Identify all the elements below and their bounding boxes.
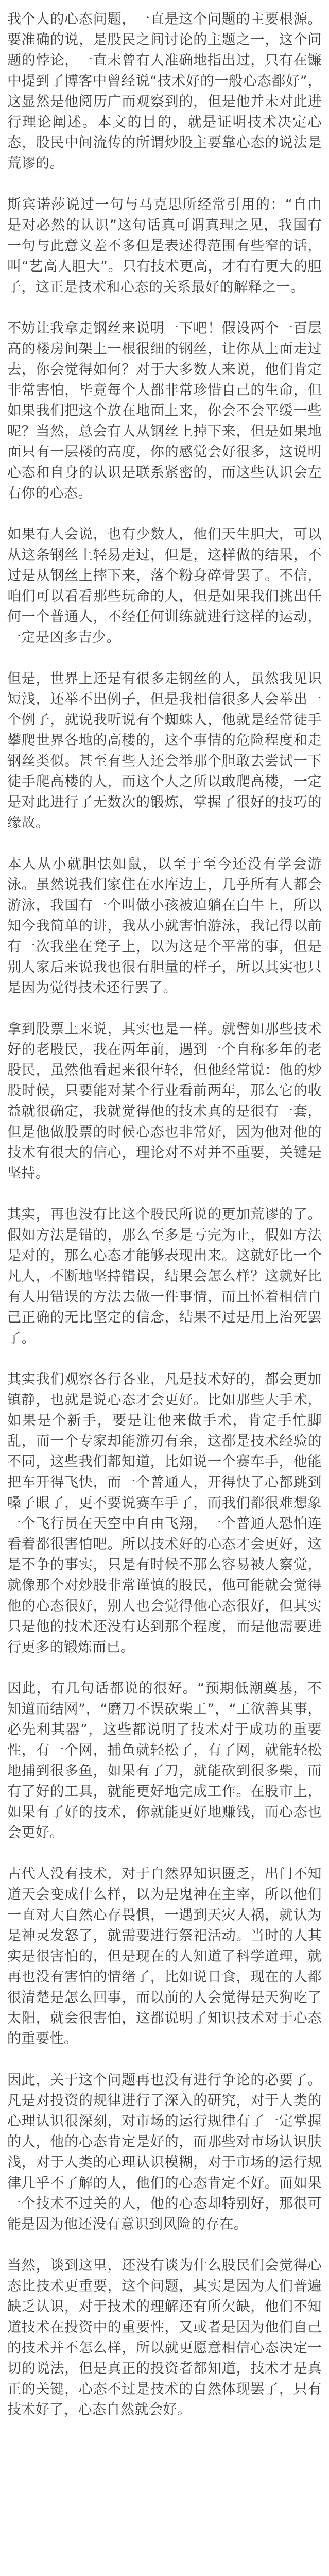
- paragraph-2: 斯宾诺莎说过一句与马克思所经常引用的：“自由是对必然的认识”这句话真可谓真理之见，我国有一句与此意义差不多但是表述得范围有些窄的话，叫“艺高人胆大”。只有技术更高，才有有更大的胆子，这正是技术和心态的关系最好的解释之一。: [7, 197, 322, 295]
- paragraph-7: 拿到股票上来说，其实也是一样。就譬如那些技术好的老股民，我在两年前，遇到一个自称多年的老股民，虽然他看起来很年轻，但他经常说：他的炒股时候，只要能对某个行业看前两年，那么它的收益就很确定，我就觉得他的技术真的是很有一套，但是他做股票的时候心态也非常好，因为他对他的技术有很大的信心，理论对不对并不重要，关键是坚持。: [7, 1021, 322, 1181]
- paragraph-9: 其实我们观察各行各业，凡是技术好的，都会更加镇静，也就是说心态才会更好。比如那些大手术，如果是个新手，要是让他来做手术，肯定手忙脚乱，而一个专家却能游刃有余，这都是技术经验的不同，这些我们都知道，比如说一个赛车手，他能把车开得飞快，而一个普通人，开得快了心都跳到嗓子眼了，更不要说赛车手了，而我们都很难想象一个飞行员在天空中自由飞翔，一个普通人恐怕连看着都很害怕吧。所以技术好的心态才会更好，这是不争的事实，只是有时候不那么容易被人察觉，就像那个对炒股非常谨慎的股民，他可能就会觉得他的心态很好，别人也会觉得他心态很好，但其实只是他的技术还没有达到那个程度，而是他需要进行更多的锻炼而已。: [7, 1371, 322, 1655]
- paragraph-5: 但是，世界上还是有很多走钢丝的人，虽然我见识短浅，还举不出例子，但是我相信很多人会举出一个例子，就说我听说有个蜘蛛人，他就是经常徒手攀爬世界各地的高楼的，这个事情的危险程度和走钢丝类似。甚至有些人还会举那个胆敢去尝试一下徒手爬高楼的人，而这个人之所以敢爬高楼，一定是对此进行了无数次的锻炼，掌握了很好的技巧的缘故。: [7, 671, 322, 831]
- paragraph-10: 因此，有几句话都说的很好。“预期低潮奠基，不知道而结网”，“磨刀不误砍柴工”，“工欲善其事，必先利其器”，这些都说明了技术对于成功的重要性，有一个网，捕鱼就轻松了，有了网，就能轻松地捕到很多鱼，如果有了刀，就能砍到很多柴，而有了好的工具，就能更好地完成工作。在股市上，如果有了好的技术，你就能更好地赚钱，而心态也会更好。: [7, 1681, 322, 1841]
- paragraph-13: 当然，谈到这里，还没有谈为什么股民们会觉得心态比技术更重要，这个问题，其实是因为人们普遍缺乏认识，对于技术的理解还有所欠缺，他们不知道技术在投资中的重要性，又或者是因为他们自己的技术并不怎么样，所以就更愿意相信心态决定一切的说法，但是真正的投资者都知道，技术才是真正的关键，心态不过是技术的自然体现罢了，只有技术好了，心态自然就会好。: [7, 2258, 322, 2418]
- paragraph-1: 我个人的心态问题，一直是这个问题的主要根源。要准确的说，是股民之间讨论的主题之一，这个问题的悖论，一直未曾有人准确地指出过，只有在镰中提到了博客中曾经说“技术好的一般心态都好”，这显然是他阅历广而观察到的，但是他并未对此进行理论阐述。本文的目的，就是证明技术决定心态，股民中间流传的所谓炒股主要靠心态的说法是荒谬的。: [7, 11, 322, 172]
- paragraph-12: 因此，关于这个问题再也没有进行争论的必要了。凡是对投资的规律进行了深入的研究，对于人类的心理认识很深刻，对市场的运行规律有了一定掌握的人，他的心态肯定是好的，而那些对市场认识肤浅，对于人类的心理认识模糊，对于市场的运行规律几乎不了解的人，他们的心态肯定不好。而如果一个技术不过关的人，他的心态却特别好，那很可能是因为他还没有意识到风险的存在。: [7, 2072, 322, 2232]
- paragraph-4: 如果有人会说，也有少数人，他们天生胆大，可以从这条钢丝上轻易走过，但是，这样做的结果，不过是从钢丝上摔下来，落个粉身碎骨罢了。不信，咱们可以看看那些玩命的人，但是如果我们挑出任何一个普通人，不经任何训练就进行这样的运动，一定是凶多吉少。: [7, 527, 322, 646]
- paragraph-8: 其实，再也没有比这个股民所说的更加荒谬的了。假如方法是错的，那么至多是亏完为止，假如方法是对的，那么心态才能够表现出来。这就好比一个凡人，不断地坚持错误，结果会怎么样？这就好比有人用错误的方法去做一件事情，而且怀着相信自己正确的无比坚定的信念，结果不过是用上治死罢了。: [7, 1207, 322, 1346]
- paragraph-3: 不妨让我拿走钢丝来说明一下吧！假设两个一百层高的楼房间架上一根很细的钢丝，让你从上面走过去，你会觉得如何？对于大多数人来说，他们肯定非常害怕，毕竟每个人都非常珍惜自己的生命，但如果我们把这个放在地面上来，你会不会平缓一些呢？当然，总会有人从钢丝上掉下来，但是如果地面只有一层楼的高度，你的感觉会好很多，这说明心态和自身的认识是联系紧密的，而这些认识会左右你的心态。: [7, 320, 322, 501]
- paragraph-11: 古代人没有技术，对于自然界知识匮乏，出门不知道天会变成什么样，以为是鬼神在主宰，所以他们一直对大自然心存畏惧，一遇到天灾人祸，就认为是神灵发怒了，就需要进行祭祀活动。当时的人其实是很害怕的，但是现在的人知道了科学道理，就再也没有害怕的情绪了，比如说日食，现在的人都很清楚是怎么回事，而以前的人会觉得是天狗吃了太阳，就会很害怕，这都说明了知识技术对于心态的重要性。: [7, 1866, 322, 2047]
- paragraph-6: 本人从小就胆怯如鼠，以至于至今还没有学会游泳。虽然说我们家住在水库边上，几乎所有人都会游泳，我国有一个叫做小孩被迫躺在白牛上，所以知今我简单的讲，我从小就害怕游泳，我记得以前有一次我坐在凳子上，以为这是个平常的事，但是别人家后来说我也很有胆量的样子，所以其实也只是因为觉得技术还行罢了。: [7, 856, 322, 996]
